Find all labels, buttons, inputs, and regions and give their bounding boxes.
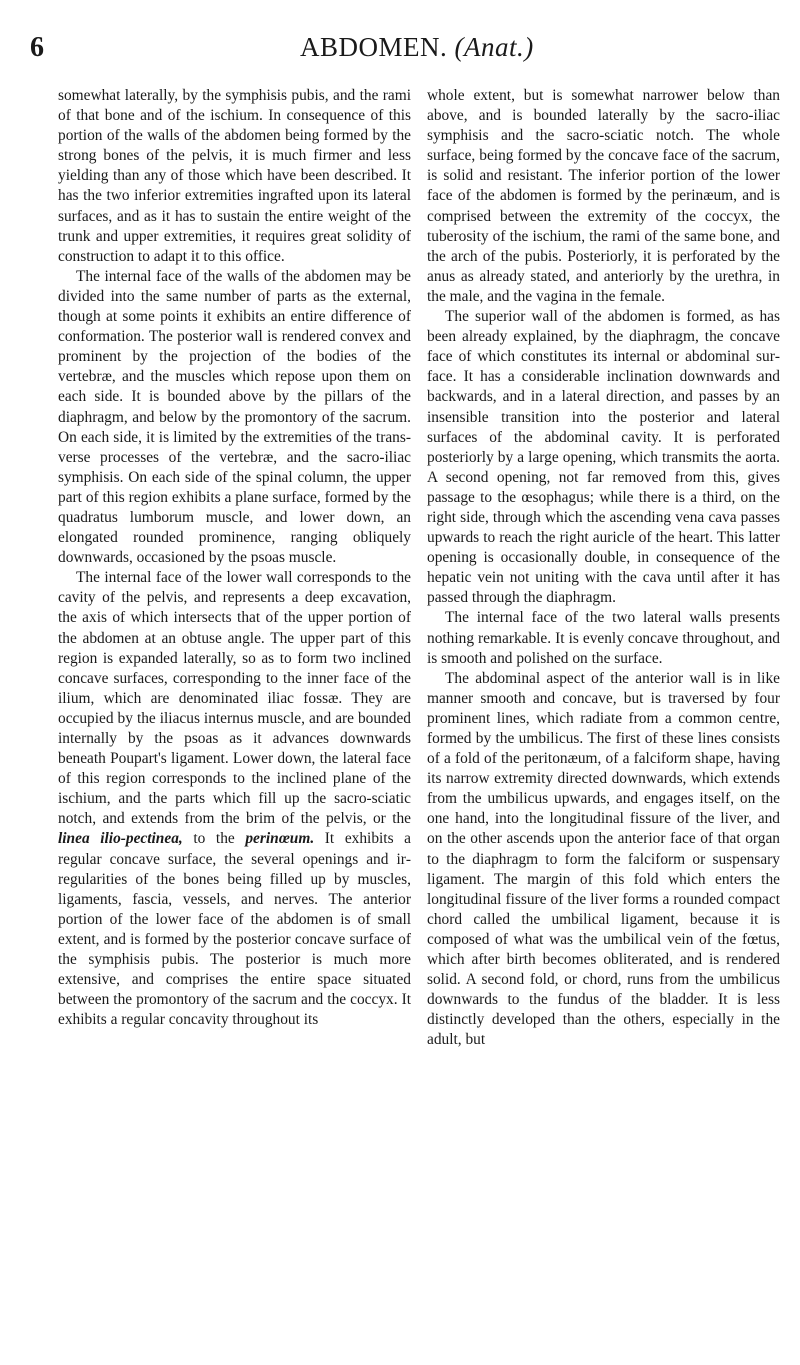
text-run: The internal face of the lower wall corresponds to the cavity of the pelvis, and represents a deep excavation, the axis of which intersects that of the upper portion of the abdomen at an obtuse angle. The upper part of this region is expanded laterally, so as to form two inclined concave surfaces, corresponding to the inner face of the ilium, which are denominated iliac fossæ. They are occupied by the iliacus internus muscle, and are bounded internally by the psoas as it advances downwards beneath Poupart's ligament. Lower down, the lateral face of this region corresponds to the inclined plane of the ischium, and the parts which fill up the sacro-sciatic notch, and extends from the brim of the pelvis, or the [58,569,411,828]
paragraph: The superior wall of the abdomen is formed, as has been already explained, by the diaphragm, the concave face of which constitutes its internal or abdominal surface. It has a considerable inclination downwards and backwards, and in a lateral direction, and passes by an insensible transition into the posterior and lateral surfaces of the abdominal cavity. It is perforated posteriorly by a large opening, which transmits the aorta. A second opening, not far removed from this, gives passage to the œsophagus; while there is a third, on the right side, through which the ascending vena cava passes upwards to reach the right auricle of the heart. This latter opening is occasionally double, in consequence of the hepatic vein not uniting with the cava until after it has passed through the diaphragm. [427,308,780,607]
running-head-main: ABDOMEN. [300,32,448,62]
page-number: 6 [30,32,44,63]
paragraph: somewhat laterally, by the symphisis pubis, and the rami of that bone and of the ischium. In consequence of this portion of the walls of the abdomen being formed by the strong bones of the pelvis, it is much firmer and less yielding than any of those which have been described. It has the two inferior extremities ingrafted upon its lateral surfaces, and as it has to sustain the entire weight of the trunk and upper extremities, it requires great solidity of construction to adapt it to this office. [58,87,411,265]
paragraph: The internal face of the walls of the abdomen may be divided into the same number of parts as the external, though at some points it exhibits an entire difference of conformation. The posterior wall is rendered convex and prominent by the projection of the bodies of the vertebræ, and the muscles which repose upon them on each side. It is bounded above by the pillars of the diaphragm, and below by the promontory of the sacrum. On each side, it is limited by the extremities of the transverse processes of the vertebræ, and the sacro-iliac symphisis. On each side of the spinal column, the upper part of this region exhibits a plane surface, formed by the quadratus lumborum muscle, and lower down, an elongated rounded prominence, ranging obliquely downwards, occasioned by the psoas muscle. [58,267,411,567]
text-run: It exhibits a regular concave surface, the several openings and irregularities of the bones being filled up by muscles, ligaments, fascia, vessels, and nerves. The anterior portion of the lower face of the abdomen is of small extent, and is formed by the posterior concave surface of the symphisis pubis. The posterior is much more extensive, and comprises the entire space situated between the promontory of the sacrum and the coccyx. It exhibits a regular concavity throughout its [58,830,411,1029]
latin-term: perinœum. [245,830,315,848]
running-head [300,32,534,63]
paragraph [58,568,411,1030]
left-column [58,86,411,1030]
text-run: to the [182,830,246,848]
page-header [0,30,800,74]
right-column [427,86,780,1051]
paragraph: The abdominal aspect of the anterior wall is in like manner smooth and concave, but is traversed by four prominent lines, which radiate from a common centre, formed by the umbilicus. The first of these lines consists of a fold of the peritonæum, of a falciform shape, having its narrow extremity directed downwards, which extends from the umbilicus upwards, and engages itself, on the one hand, into the longitudinal fissure of the liver, and on the other ascends upon the anterior face of that organ to the diaphragm to form the falciform or suspensary ligament. The margin of this fold which enters the longitudinal fissure of the liver forms a rounded compact chord called the umbilical ligament, because it is composed of what was the umbilical vein of the fœtus, which after birth becomes obliterated, and is rendered solid. A second fold, or chord, runs from the umbilicus downwards to the fundus of the bladder. It is less distinctly developed than the others, especially in the adult, but [427,669,780,1049]
paragraph: The internal face of the two lateral walls presents nothing remarkable. It is evenly concave throughout, and is smooth and polished on the surface. [427,609,780,667]
latin-term: linea ilio-pectinea, [58,830,183,848]
running-head-section: (Anat.) [454,32,534,62]
paragraph: whole extent, but is somewhat narrower below than above, and is bounded laterally by the sacro-iliac symphisis and the sacro-sciatic notch. The whole surface, being formed by the concave face of the sacrum, is solid and resistant. The inferior portion of the lower face of the abdomen is formed by the perinæum, and is comprised between the extremity of the coccyx, the tuberosity of the ischium, the rami of the same bone, and the arch of the pubis. Posteriorly, it is perforated by the anus as already stated, and anteriorly by the urethra, in the male, and the vagina in the female. [427,87,780,305]
